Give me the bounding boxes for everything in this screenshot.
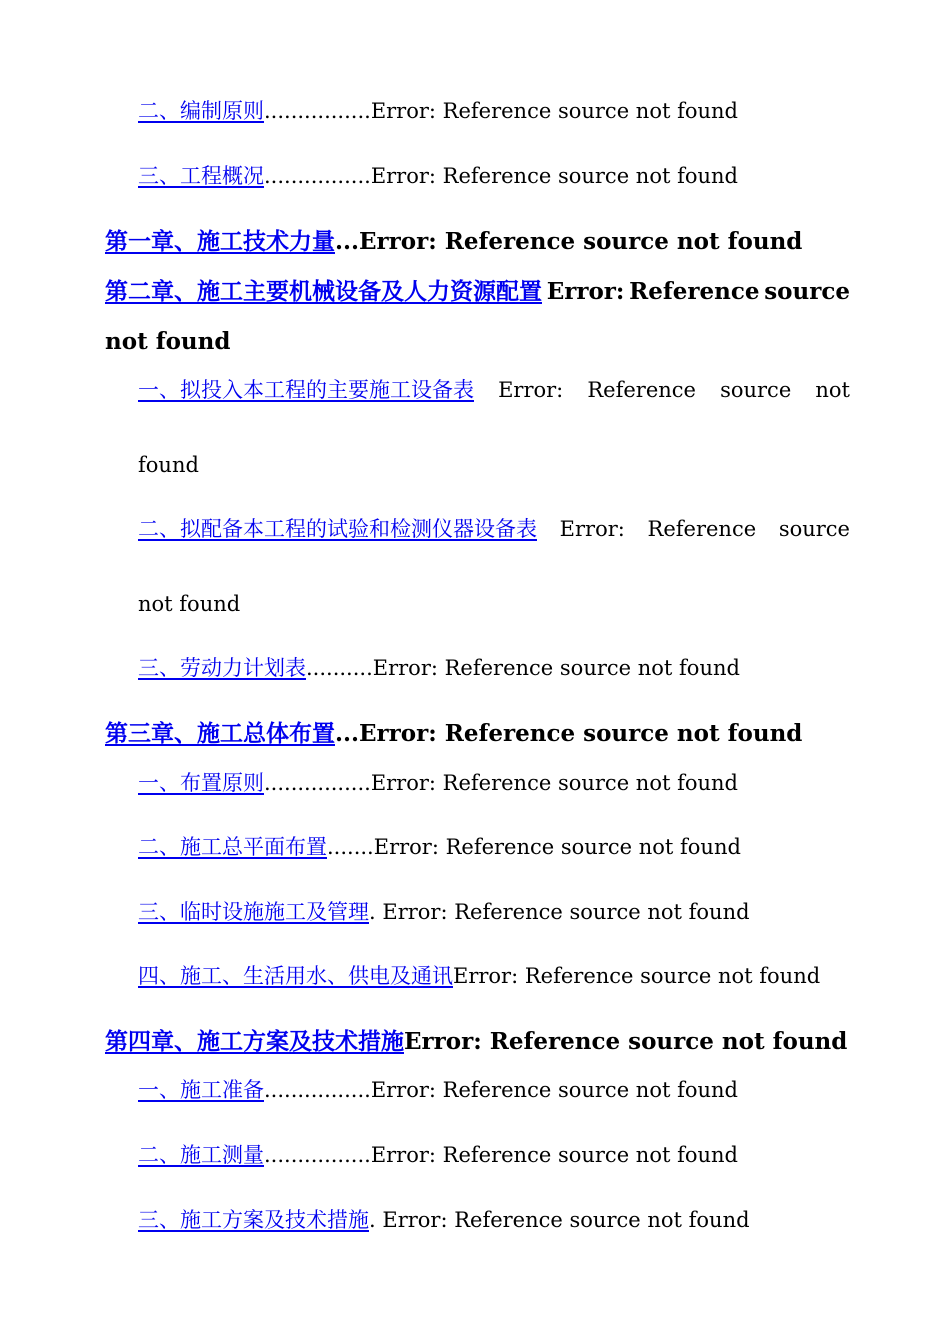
toc-entry-gaikuang bbox=[138, 166, 738, 187]
toc-link-4-3[interactable]: 三、施工方案及技术措施 bbox=[138, 1208, 369, 1232]
page-ref-error: not found bbox=[138, 592, 241, 616]
toc-entry-2-1 bbox=[138, 380, 850, 401]
toc-link-2-1[interactable]: 一、拟投入本工程的主要施工设备表 bbox=[138, 378, 474, 402]
page-ref-error: Error: Reference source not found bbox=[372, 656, 740, 680]
page-ref-error: Error: Reference source not found bbox=[370, 99, 738, 123]
page-ref-error-word: source bbox=[764, 278, 850, 305]
page-ref-error-word: Error: bbox=[498, 378, 564, 402]
toc-entry-3-2 bbox=[138, 837, 741, 858]
leader-dots: ....... bbox=[327, 835, 374, 859]
toc-link-3-3[interactable]: 三、临时设施施工及管理 bbox=[138, 900, 369, 924]
page-ref-error: Error: Reference source not found bbox=[370, 164, 738, 188]
page-ref-error: Error: Reference source not found bbox=[370, 771, 738, 795]
toc-link-3-2[interactable]: 二、施工总平面布置 bbox=[138, 835, 327, 859]
leader-dots: ... bbox=[335, 720, 360, 747]
page-ref-error-word: Error: bbox=[559, 517, 625, 541]
toc-entry-2-2 bbox=[138, 519, 850, 540]
toc-link-gaikuang[interactable]: 三、工程概况 bbox=[138, 164, 264, 188]
page-ref-error: Error: Reference source not found bbox=[453, 964, 821, 988]
leader-dots: . bbox=[369, 900, 383, 924]
toc-link-4-1[interactable]: 一、施工准备 bbox=[138, 1078, 264, 1102]
leader-dots: ................ bbox=[264, 1078, 371, 1102]
leader-dots: ................ bbox=[264, 1143, 371, 1167]
page-ref-error: not found bbox=[105, 328, 231, 355]
toc-entry-4-2 bbox=[138, 1145, 738, 1166]
page-ref-error: Error: Reference source not found bbox=[370, 1078, 738, 1102]
toc-link-2-3[interactable]: 三、劳动力计划表 bbox=[138, 656, 306, 680]
toc-link-chapter-1[interactable]: 第一章、施工技术力量 bbox=[105, 228, 335, 255]
toc-entry-4-3 bbox=[138, 1210, 750, 1231]
toc-entry-2-2-cont bbox=[138, 594, 240, 615]
toc-entry-2-1-cont bbox=[138, 455, 199, 476]
toc-chapter-3 bbox=[105, 722, 802, 745]
toc-entry-4-1 bbox=[138, 1080, 738, 1101]
toc-chapter-2-cont bbox=[105, 330, 230, 353]
page-ref-error-word: Error: bbox=[546, 278, 625, 305]
toc-link-chapter-2[interactable]: 第二章、施工主要机械设备及人力资源配置 bbox=[105, 278, 542, 305]
page-ref-error-word: not bbox=[815, 378, 850, 402]
toc-link-4-2[interactable]: 二、施工测量 bbox=[138, 1143, 264, 1167]
toc-chapter-1 bbox=[105, 230, 802, 253]
toc-link-chapter-4[interactable]: 第四章、施工方案及技术措施 bbox=[105, 1028, 404, 1055]
page-ref-error: Error: Reference source not found bbox=[370, 1143, 738, 1167]
toc-link-3-4[interactable]: 四、施工、生活用水、供电及通讯 bbox=[138, 964, 453, 988]
page-ref-error-word: Reference bbox=[647, 517, 757, 541]
leader-dots: ................ bbox=[264, 771, 371, 795]
page-ref-error: Error: Reference source not found bbox=[359, 720, 803, 747]
toc-entry-bianzhi bbox=[138, 101, 738, 122]
toc-link-bianzhi[interactable]: 二、编制原则 bbox=[138, 99, 264, 123]
page-ref-error: Error: Reference source not found bbox=[359, 228, 803, 255]
page-ref-error: found bbox=[138, 453, 199, 477]
leader-dots: . bbox=[369, 1208, 383, 1232]
page-ref-error-word: Reference bbox=[587, 378, 696, 402]
leader-dots: .......... bbox=[306, 656, 373, 680]
page-ref-error: Error: Reference source not found bbox=[382, 1208, 750, 1232]
page-ref-error: Error: Reference source not found bbox=[373, 835, 741, 859]
toc-link-chapter-3[interactable]: 第三章、施工总体布置 bbox=[105, 720, 335, 747]
leader-dots: ................ bbox=[264, 99, 371, 123]
toc-entry-2-3 bbox=[138, 658, 740, 679]
toc-entry-3-1 bbox=[138, 773, 738, 794]
leader-dots: ................ bbox=[264, 164, 371, 188]
toc-chapter-2 bbox=[105, 280, 850, 303]
toc-entry-3-3 bbox=[138, 902, 750, 923]
leader-dots: ... bbox=[335, 228, 360, 255]
toc-chapter-4 bbox=[105, 1030, 847, 1053]
toc-link-3-1[interactable]: 一、布置原则 bbox=[138, 771, 264, 795]
page-ref-error-word: source bbox=[720, 378, 792, 402]
page-ref-error-word: Reference bbox=[629, 278, 760, 305]
page-ref-error: Error: Reference source not found bbox=[404, 1028, 848, 1055]
page-ref-error-word: source bbox=[778, 517, 850, 541]
page-ref-error: Error: Reference source not found bbox=[382, 900, 750, 924]
toc-link-2-2[interactable]: 二、拟配备本工程的试验和检测仪器设备表 bbox=[138, 517, 537, 541]
toc-entry-3-4 bbox=[138, 966, 820, 987]
